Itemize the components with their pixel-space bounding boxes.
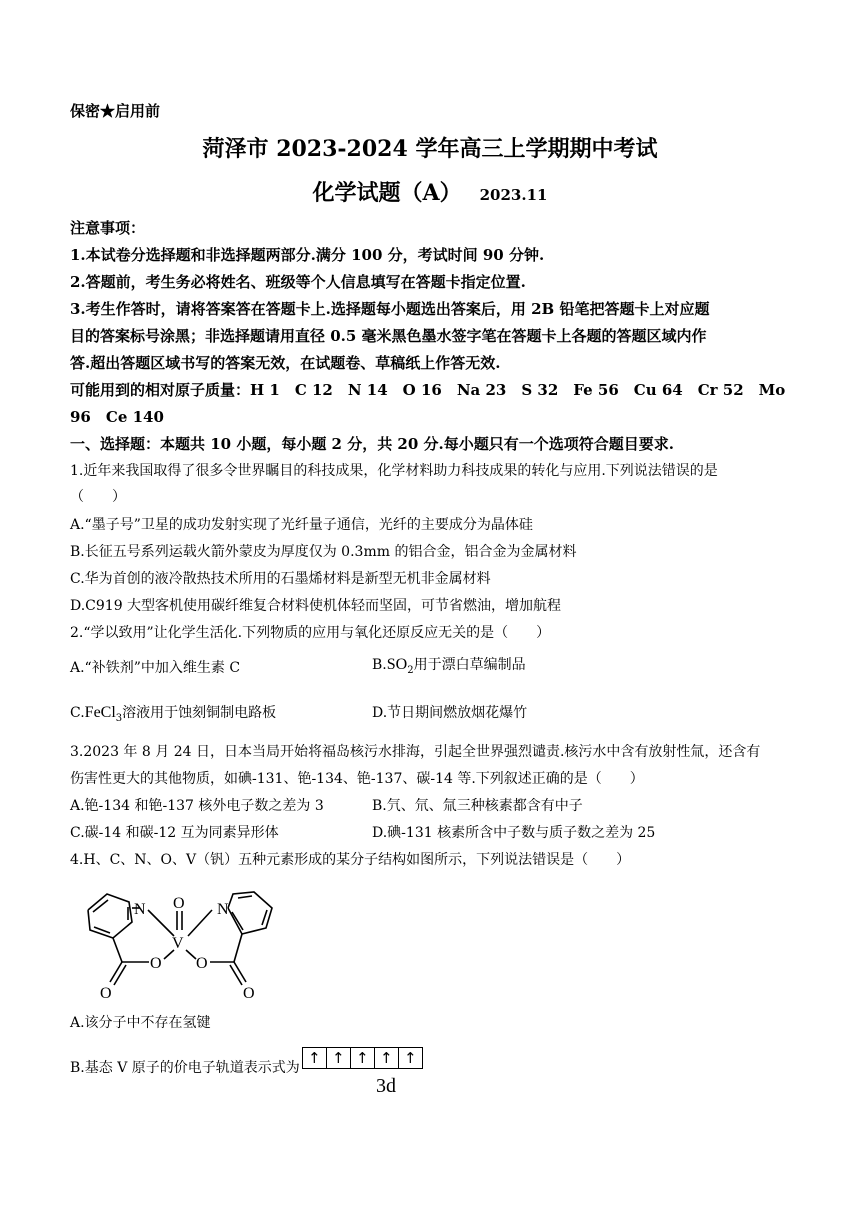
- q1-stem-b: （ ）: [70, 489, 126, 505]
- q3-options-row-1: [70, 795, 790, 815]
- right-ring-double-1: [238, 896, 252, 898]
- atom-v: V: [172, 935, 184, 952]
- q1-option-d: D.C919 大型客机使用碳纤维复合材料使机体轻而坚固，可节省燃油，增加航程: [70, 598, 562, 614]
- atom-o-left-carbonyl: O: [100, 985, 112, 1002]
- left-ring-double-1: [93, 900, 108, 912]
- secret-label: 保密★启用前: [70, 102, 161, 120]
- atom-n-right: N: [217, 901, 229, 918]
- q3-option-d: D.碘-131 核素所含中子数与质子数之差为 25: [372, 825, 656, 841]
- q2-stem: 2.“学以致用”让化学生活化.下列物质的应用与氧化还原反应无关的是（ ）: [70, 625, 551, 641]
- q3-option-b: B.氕、氘、氚三种核素都含有中子: [372, 798, 583, 814]
- orbital-label: 3d: [376, 1075, 396, 1097]
- left-c-o-double-b: [114, 965, 126, 985]
- note-1: 1.本试卷分选择题和非选择题两部分.满分 100 分，考试时间 90 分钟.: [70, 246, 545, 264]
- left-n-v-bond: [148, 910, 174, 936]
- note-3a: 3.考生作答时，请将答案答在答题卡上.选择题每小题选出答案后，用 2B 铅笔把答题卡上对应题: [70, 300, 710, 318]
- right-o-v-bond: [186, 950, 196, 959]
- q2-options-row-2: [70, 702, 790, 724]
- q2-options-row-1: [70, 657, 790, 677]
- q3-option-c: C.碳-14 和碳-12 互为同素异形体: [70, 825, 279, 841]
- q2-option-c: [70, 704, 277, 724]
- note-2: 2.答题前，考生务必将姓名、班级等个人信息填写在答题卡指定位置.: [70, 273, 526, 291]
- exam-title: 菏泽市 2023-2024 学年高三上学期期中考试: [202, 136, 658, 162]
- note-3b: 目的答案标号涂黑；非选择题请用直径 0.5 毫米黑色墨水签字笔在答题卡上各题的答题区域内作: [70, 327, 707, 345]
- exam-subtitle-row: [0, 176, 860, 207]
- q3-stem-a: 3.2023 年 8 月 24 日，日本当局开始将福岛核污水排海，引起全世界强烈谴责.核污水中含有放射性氚，还含有: [70, 744, 761, 760]
- right-n-v-bond: [188, 910, 212, 936]
- q2-option-b-formula: SO: [386, 656, 408, 673]
- q2-option-d: D.节日期间燃放烟花爆竹: [372, 705, 528, 721]
- q2-option-c-formula: FeCl: [84, 704, 116, 721]
- q1-option-b: B.长征五号系列运载火箭外蒙皮为厚度仅为 0.3mm 的铝合金，铝合金为金属材料: [70, 544, 577, 560]
- atomic-mass-line-2: 96 Ce 140: [70, 408, 164, 426]
- orbital-box-5: ↑: [399, 1048, 423, 1068]
- orbital-diagram-3d: [302, 1047, 423, 1069]
- q2-option-b-sub: 2: [407, 664, 414, 676]
- q2-option-a: A.“补铁剂”中加入维生素 C: [70, 660, 241, 676]
- atom-o-right: O: [196, 955, 208, 972]
- orbital-box-4: ↑: [375, 1048, 399, 1068]
- section-1-heading: 一、选择题：本题共 10 小题，每小题 2 分，共 20 分.每小题只有一个选项符合题目要求.: [70, 435, 674, 453]
- right-c-c-bond: [234, 934, 242, 962]
- left-ring: [88, 894, 132, 938]
- right-ring-double-2: [262, 910, 267, 925]
- q4-option-b: B.基态 V 原子的价电子轨道表示式为: [70, 1060, 300, 1076]
- right-c-o-double-a: [234, 962, 246, 982]
- q2-option-c-text: 溶液用于蚀刻铜制电路板: [122, 705, 277, 721]
- atom-o-right-carbonyl: O: [243, 985, 255, 1002]
- q3-option-a: A.铯-134 和铯-137 核外电子数之差为 3: [70, 798, 324, 814]
- orbital-box-2: ↑: [327, 1048, 351, 1068]
- q1-option-a: A.“墨子号”卫星的成功发射实现了光纤量子通信，光纤的主要成分为晶体硅: [70, 517, 533, 533]
- q2-option-b-prefix: B.: [372, 657, 387, 673]
- atom-o-left: O: [150, 955, 162, 972]
- q1-option-c: C.华为首创的液冷散热技术所用的石墨烯材料是新型无机非金属材料: [70, 571, 491, 587]
- notes-heading: 注意事项：: [70, 219, 146, 237]
- atomic-mass-line-1: 可能用到的相对原子质量：H 1 C 12 N 14 O 16 Na 23 S 32 Fe 56 Cu 64 Cr 52 Mo: [70, 381, 786, 399]
- left-c-o-double-a: [110, 962, 122, 982]
- orbital-box-3: ↑: [351, 1048, 375, 1068]
- q4-stem: 4.H、C、N、O、V（钒）五种元素形成的某分子结构如图所示，下列说法错误是（ ）: [70, 852, 631, 868]
- q4-option-a: A.该分子中不存在氢键: [70, 1015, 211, 1031]
- q3-stem-b: 伤害性更大的其他物质，如碘-131、铯-134、铯-137、碳-14 等.下列叙述正确的是（ ）: [70, 771, 644, 787]
- left-c-c-bond: [113, 938, 122, 962]
- atom-o-top: O: [173, 895, 185, 912]
- q2-option-b: [372, 654, 526, 676]
- q2-option-c-prefix: C.: [70, 705, 85, 721]
- exam-subtitle: 化学试题（A）: [312, 180, 462, 206]
- q3-options-row-2: [70, 822, 790, 842]
- vanadium-complex-structure: [70, 880, 370, 1010]
- right-c-o-double-b: [230, 965, 242, 985]
- exam-date: 2023.11: [479, 186, 548, 204]
- q2-option-b-text: 用于漂白草编制品: [413, 657, 526, 673]
- orbital-box-1: ↑: [303, 1048, 327, 1068]
- note-3c: 答.超出答题区域书写的答案无效，在试题卷、草稿纸上作答无效.: [70, 354, 501, 372]
- q1-stem-a: 1.近年来我国取得了很多令世界瞩目的科技成果，化学材料助力科技成果的转化与应用.下列说法错误的是: [70, 463, 718, 479]
- atom-n-left: N: [134, 901, 146, 918]
- q2-option-c-sub: 3: [115, 712, 123, 724]
- q4-option-b-row: [70, 1047, 790, 1076]
